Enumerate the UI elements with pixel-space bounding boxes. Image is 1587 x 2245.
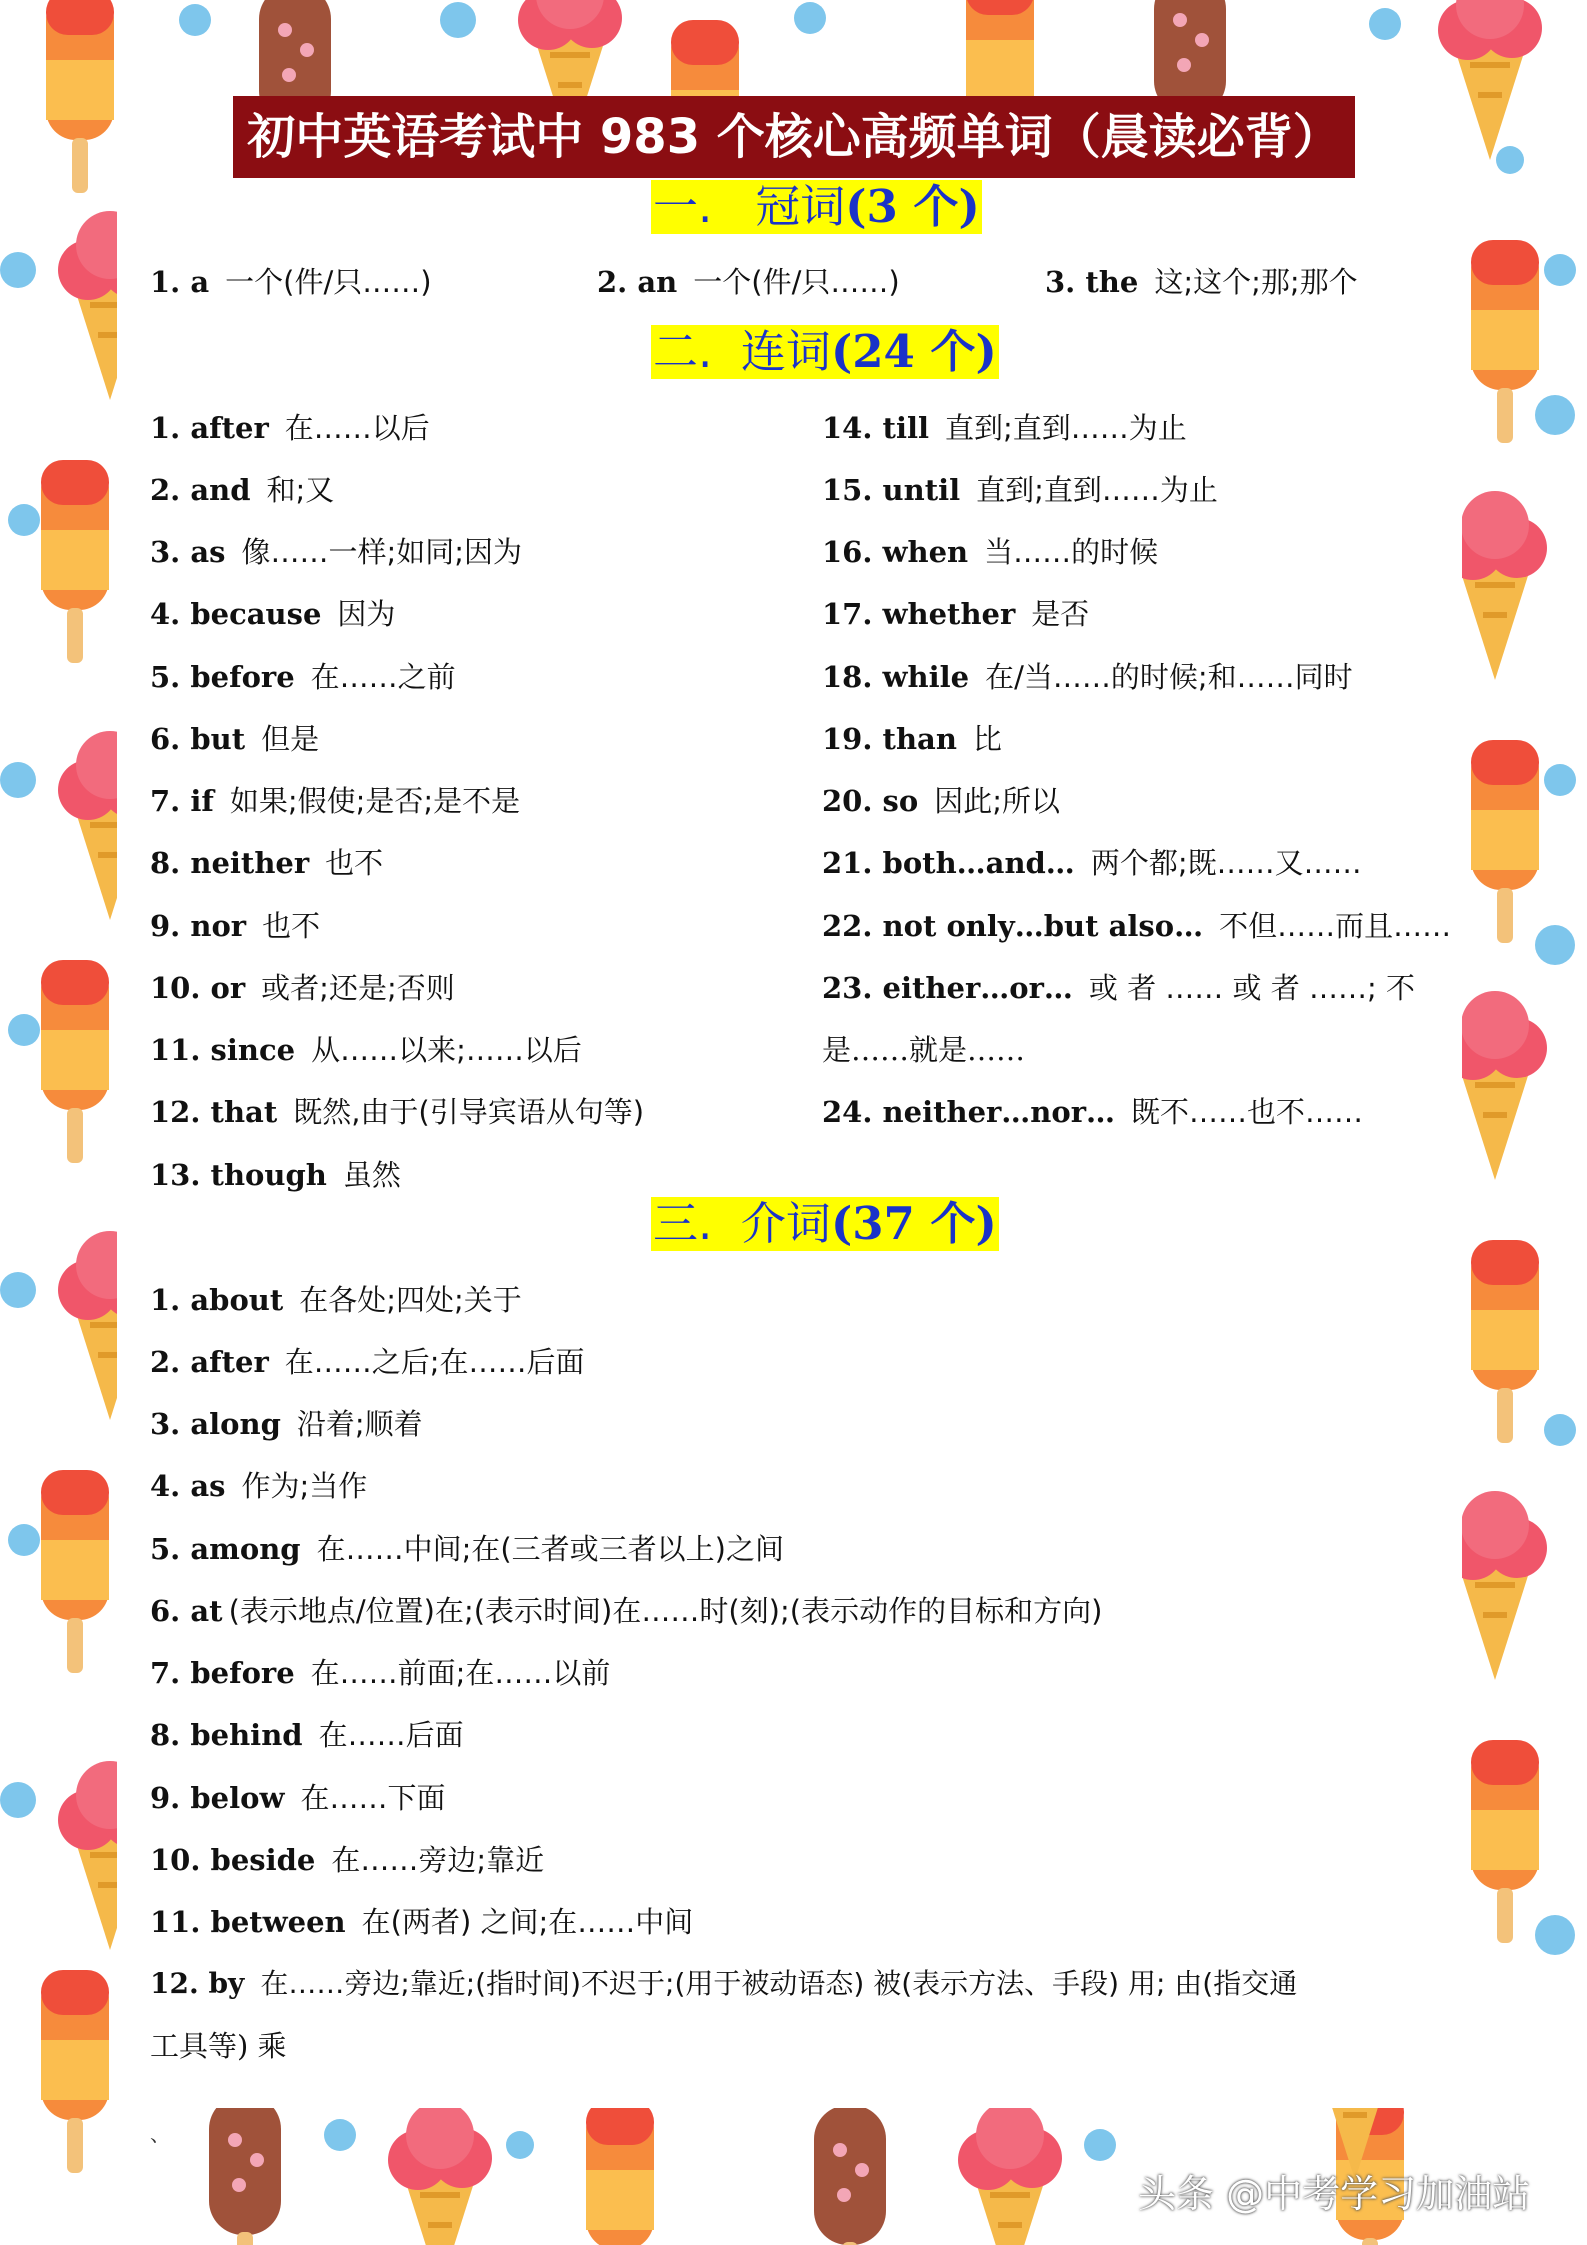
section-heading-articles: 一. 冠词(3 个) — [653, 180, 980, 233]
list-item: 10. or 或者;还是;否则 — [150, 971, 455, 1005]
list-item: 18. while 在/当……的时候;和……同时 — [822, 660, 1353, 694]
list-item: 4. because 因为 — [150, 597, 396, 631]
list-item: 19. than 比 — [822, 722, 1002, 756]
list-item: 3. along 沿着;顺着 — [150, 1407, 423, 1441]
list-item: 1. after 在……以后 — [150, 411, 430, 445]
list-item: 12. that 既然,由于(引导宾语从句等) — [150, 1095, 645, 1129]
footer-mark: 、 — [150, 2122, 170, 2146]
list-item: 5. among 在……中间;在(三者或三者以上)之间 — [150, 1532, 784, 1566]
list-item: 12. by 在……旁边;靠近;(指时间)不迟于;(用于被动语态) 被(表示方法、手段) 用; 由(指交通 — [150, 1967, 1298, 2000]
article-entry: 2. an 一个(件/只……) — [597, 265, 900, 299]
list-item: 8. behind 在……后面 — [150, 1718, 464, 1752]
list-item-continuation: 工具等) 乘 — [150, 2029, 287, 2063]
list-item: 4. as 作为;当作 — [150, 1469, 368, 1503]
article-entry: 1. a 一个(件/只……) — [150, 265, 432, 299]
list-item: 2. after 在……之后;在……后面 — [150, 1345, 585, 1379]
list-item: 9. nor 也不 — [150, 909, 321, 943]
list-item-continuation: 是……就是…… — [822, 1033, 1026, 1067]
list-item: 15. until 直到;直到……为止 — [822, 473, 1218, 507]
list-item: 22. not only…but also… 不但……而且…… — [822, 909, 1452, 943]
list-item: 17. whether 是否 — [822, 597, 1090, 631]
list-item: 24. neither…nor… 既不……也不…… — [822, 1095, 1364, 1129]
list-item: 20. so 因此;所以 — [822, 784, 1060, 818]
list-item: 23. either…or… 或 者 …… 或 者 ……; 不 — [822, 971, 1415, 1005]
list-item: 3. as 像……一样;如同;因为 — [150, 535, 523, 569]
list-item: 6. at (表示地点/位置)在;(表示时间)在……时(刻);(表示动作的目标和方向) — [150, 1594, 1103, 1628]
watermark: 头条 @中考学习加油站 — [1138, 2172, 1531, 2216]
page-title: 初中英语考试中 983 个核心高频单词（晨读必背） — [233, 96, 1355, 178]
article-entry: 3. the 这;这个;那;那个 — [1045, 265, 1358, 299]
list-item: 2. and 和;又 — [150, 473, 335, 507]
section-heading-prepositions: 三. 介词(37 个) — [653, 1197, 997, 1250]
list-item: 21. both…and… 两个都;既……又…… — [822, 846, 1362, 880]
list-item: 1. about 在各处;四处;关于 — [150, 1283, 522, 1317]
list-item: 16. when 当……的时候 — [822, 535, 1159, 569]
section-heading-conjunctions: 二. 连词(24 个) — [653, 325, 997, 378]
list-item: 11. between 在(两者) 之间;在……中间 — [150, 1905, 694, 1939]
list-item: 10. beside 在……旁边;靠近 — [150, 1843, 545, 1877]
list-item: 14. till 直到;直到……为止 — [822, 411, 1187, 445]
list-item: 8. neither 也不 — [150, 846, 384, 880]
list-item: 5. before 在……之前 — [150, 660, 456, 694]
list-item: 13. though 虽然 — [150, 1158, 401, 1192]
list-item: 9. below 在……下面 — [150, 1781, 446, 1815]
list-item: 7. before 在……前面;在……以前 — [150, 1656, 611, 1690]
list-item: 7. if 如果;假使;是否;是不是 — [150, 784, 521, 818]
list-item: 11. since 从……以来;……以后 — [150, 1033, 582, 1067]
list-item: 6. but 但是 — [150, 722, 320, 756]
